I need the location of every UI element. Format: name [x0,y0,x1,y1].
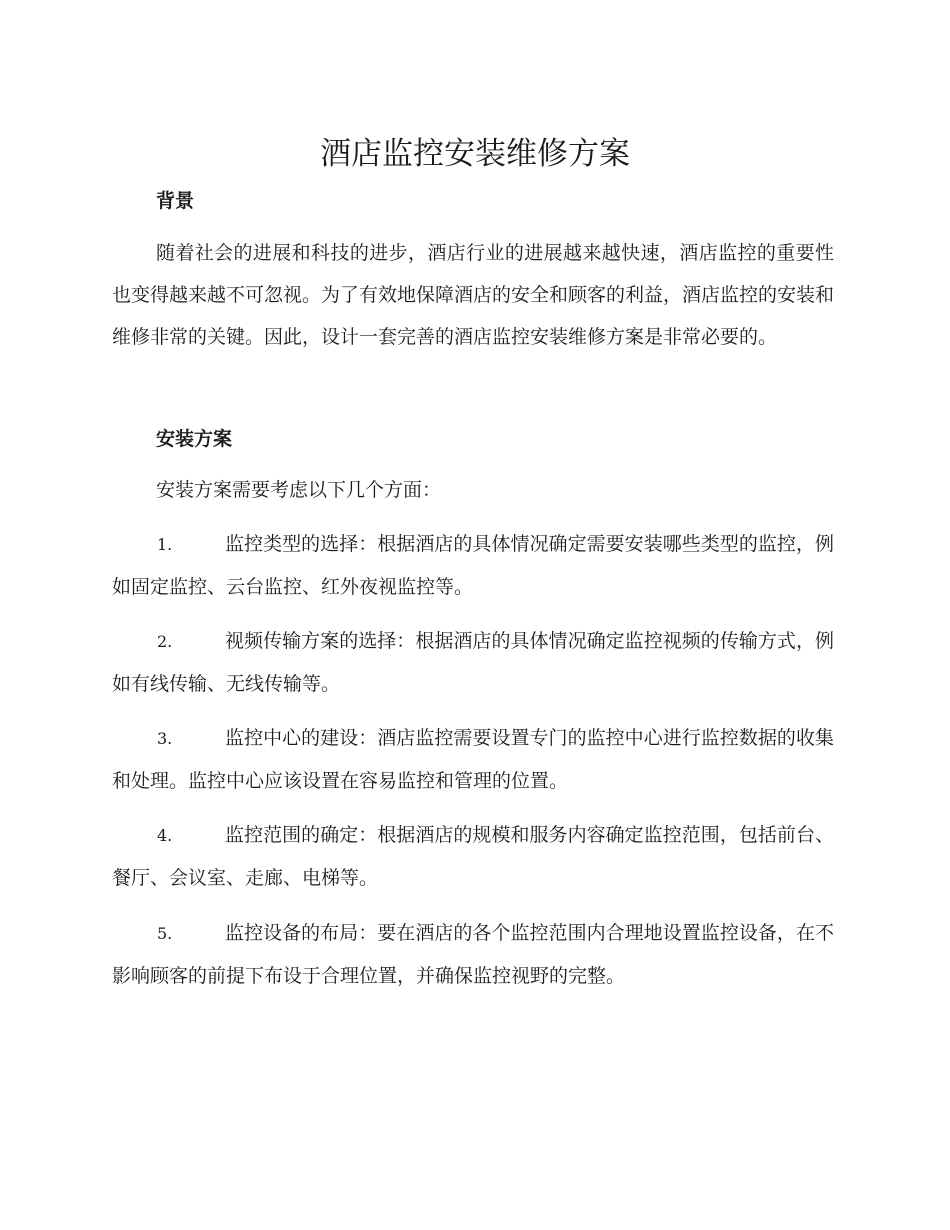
section-heading-background: 背景 [156,190,195,212]
list-item-number: 1. [157,535,173,554]
list-item [112,814,834,899]
list-item-number: 4. [157,826,173,845]
list-item-number: 5. [157,924,173,943]
section-heading-installation: 安装方案 [156,428,233,450]
list-item-text: 监控范围的确定：根据酒店的规模和服务内容确定监控范围，包括前台、餐厅、会议室、走廊、电梯等。 [112,824,834,889]
installation-intro: 安装方案需要考虑以下几个方面： [156,479,442,501]
document-title: 酒店监控安装维修方案 [320,136,630,172]
list-item-text: 监控类型的选择：根据酒店的具体情况确定需要安装哪些类型的监控，例如固定监控、云台监控、红外夜视监控等。 [112,533,834,598]
list-item [112,523,834,608]
list-item [112,620,834,705]
background-paragraph: 随着社会的进展和科技的进步，酒店行业的进展越来越快速，酒店监控的重要性也变得越来越不可忽视。为了有效地保障酒店的安全和顾客的利益，酒店监控的安装和维修非常的关键。因此，设计一套完善的酒店监控安装维修方案是非常必要的。 [112,242,835,348]
list-item-text: 监控中心的建设：酒店监控需要设置专门的监控中心进行监控数据的收集和处理。监控中心应该设置在容易监控和管理的位置。 [112,727,834,792]
list-item [112,912,834,997]
list-item [112,717,834,802]
list-item-number: 2. [157,632,173,651]
list-item-text: 视频传输方案的选择：根据酒店的具体情况确定监控视频的传输方式，例如有线传输、无线传输等。 [112,630,834,695]
list-item-number: 3. [157,729,173,748]
list-item-text: 监控设备的布局：要在酒店的各个监控范围内合理地设置监控设备，在不影响顾客的前提下布设于合理位置，并确保监控视野的完整。 [112,922,834,987]
